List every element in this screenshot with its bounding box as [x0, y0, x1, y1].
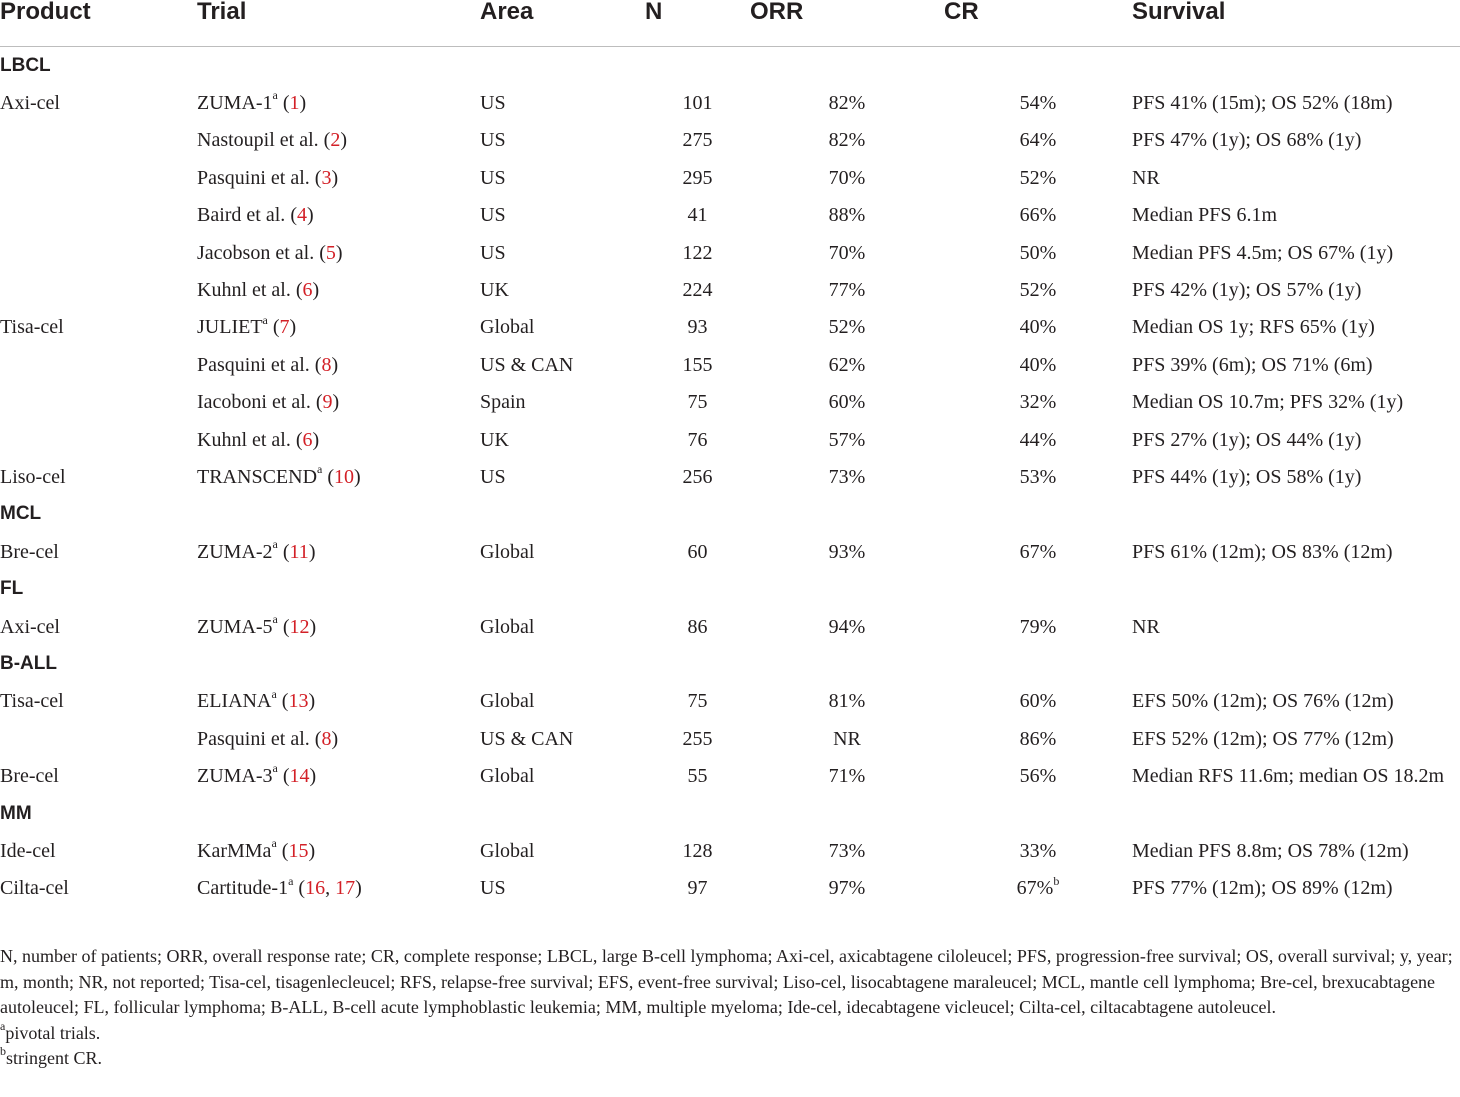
cell-product [0, 159, 197, 196]
trial-name: Pasquini et al. [197, 353, 310, 376]
table-row [0, 234, 1460, 271]
cell-cr [944, 608, 1132, 645]
cell-survival: EFS 50% (12m); OS 76% (12m) [1132, 690, 1394, 713]
trial-name: Pasquini et al. [197, 166, 310, 189]
reference-link[interactable]: 11 [289, 540, 309, 563]
cell-trial: Baird et al. (4) [197, 204, 314, 227]
table-row [0, 683, 1460, 720]
cell-orr: 82% [828, 92, 866, 115]
header-area: Area [480, 0, 534, 25]
cell-survival: PFS 47% (1y); OS 68% (1y) [1132, 129, 1362, 152]
cell-orr: 73% [828, 465, 866, 488]
cell-survival: PFS 77% (12m); OS 89% (12m) [1132, 877, 1393, 900]
cell-trial: ZUMA-2$^a$ (11) [197, 537, 316, 563]
trial-name: ELIANA [197, 690, 272, 713]
trial-footnote-mark: a [262, 312, 268, 327]
cr-value: 54% [1019, 92, 1057, 115]
cell-trial: Cartitude-1$^a$ (16, 17) [197, 873, 362, 900]
cr-value: 52% [1019, 166, 1057, 189]
trial-footnote-mark: a [272, 537, 278, 552]
table-row [0, 309, 1460, 346]
reference-link[interactable]: 8 [321, 353, 332, 376]
table-row [0, 832, 1460, 869]
header-n: N [645, 0, 663, 25]
cell-trial: Pasquini et al. (8) [197, 353, 339, 376]
reference-link[interactable]: 6 [302, 279, 313, 302]
trial-name: ZUMA-2 [197, 540, 273, 563]
group-label: B-ALL [0, 652, 57, 674]
cell-product: Bre-cel [0, 540, 59, 563]
group-row [0, 645, 1460, 682]
cell-product: Tisa-cel [0, 690, 64, 713]
cell-area: US [480, 166, 506, 189]
trial-footnote-mark: a [271, 686, 277, 701]
reference-link[interactable]: 6 [302, 428, 313, 451]
table-row [0, 757, 1460, 794]
footnote-b-mark: b [0, 1044, 6, 1058]
group-row [0, 795, 1460, 832]
cell-area: Global [480, 540, 535, 563]
table-row [0, 608, 1460, 645]
cell-cr [944, 757, 1132, 794]
abbreviations-note: N, number of patients; ORR, overall response rate; CR, complete response; LBCL, large B-cell lymphoma; Axi-cel, axicabtagene ciloleucel; PFS, progression-free survival; OS, overall survival; y, year; m, month; NR, not reported; Tisa-cel, tisagenlecleucel; RFS, relapse-free survival; EFS, event-free survival; Liso-cel, lisocabtagene maraleucel; MCL, mantle cell lymphoma; Bre-cel, brexucabtagene autoleucel; FL, follicular lymphoma; B-ALL, B-cell acute lymphoblastic leukemia; MM, multiple myeloma; Ide-cel, idecabtagene vicleucel; Cilta-cel, ciltacabtagene autoleucel. [0, 946, 1453, 1017]
header-cr: CR [944, 0, 979, 25]
cell-survival: PFS 44% (1y); OS 58% (1y) [1132, 465, 1362, 488]
cell-cr [944, 384, 1132, 421]
cell-cr [944, 421, 1132, 458]
reference-link[interactable]: 12 [289, 615, 310, 638]
trial-name: Cartitude-1 [197, 877, 289, 900]
cell-cr [944, 832, 1132, 869]
header-orr: ORR [750, 0, 804, 25]
cell-cr [944, 197, 1132, 234]
cell-area: Global [480, 615, 535, 638]
table-row [0, 458, 1460, 495]
reference-link[interactable]: 3 [321, 166, 332, 189]
cell-n: 86 [687, 615, 708, 638]
cell-trial: Nastoupil et al. (2) [197, 129, 347, 152]
cr-value: 60% [1019, 690, 1057, 713]
cell-product: Bre-cel [0, 765, 59, 788]
cell-trial: Iacoboni et al. (9) [197, 391, 340, 414]
cell-product [0, 346, 197, 383]
group-label: LBCL [0, 54, 51, 76]
cell-orr: 52% [828, 316, 866, 339]
trial-name: TRANSCEND [197, 465, 318, 488]
cell-product: Liso-cel [0, 465, 66, 488]
reference-link[interactable]: 5 [325, 241, 336, 264]
cell-orr: 73% [828, 839, 866, 862]
cell-survival: PFS 27% (1y); OS 44% (1y) [1132, 428, 1362, 451]
cell-area: US [480, 204, 506, 227]
cell-product: Axi-cel [0, 92, 60, 115]
cell-orr: 77% [828, 279, 866, 302]
cell-area: US & CAN [480, 353, 574, 376]
reference-link[interactable]: 7 [279, 316, 290, 339]
trial-name: Nastoupil et al. [197, 129, 319, 152]
cell-survival: Median PFS 8.8m; OS 78% (12m) [1132, 839, 1409, 862]
cell-orr: 93% [828, 540, 866, 563]
cr-value: 44% [1019, 428, 1057, 451]
footnote-b [0, 1046, 1460, 1072]
trial-name: ZUMA-1 [197, 92, 273, 115]
cell-survival: PFS 41% (15m); OS 52% (18m) [1132, 92, 1393, 115]
reference-link[interactable]: 14 [289, 765, 310, 788]
cell-cr [944, 346, 1132, 383]
cr-value: 64% [1019, 129, 1057, 152]
cell-survival: Median RFS 11.6m; median OS 18.2m [1132, 765, 1445, 788]
cell-area: US & CAN [480, 727, 574, 750]
cell-n: 55 [687, 765, 708, 788]
cell-n: 295 [682, 166, 713, 189]
cell-product: Cilta-cel [0, 877, 69, 900]
cell-cr [944, 271, 1132, 308]
trial-footnote-mark: a [317, 462, 323, 477]
cell-n: 97 [687, 877, 708, 900]
cell-n: 256 [682, 465, 713, 488]
cell-trial: ZUMA-3$^a$ (14) [197, 761, 317, 788]
cell-survival: PFS 39% (6m); OS 71% (6m) [1132, 353, 1373, 376]
cell-area: Global [480, 316, 535, 339]
cell-n: 76 [687, 428, 708, 451]
header-row [0, 0, 1460, 47]
cell-area: US [480, 877, 506, 900]
cell-n: 275 [682, 129, 713, 152]
cell-survival: NR [1132, 615, 1160, 638]
cell-area: Spain [480, 391, 526, 414]
table-row [0, 197, 1460, 234]
trial-name: Jacobson et al. [197, 241, 315, 264]
cell-n: 75 [687, 391, 708, 414]
cell-area: US [480, 92, 506, 115]
cell-product [0, 384, 197, 421]
cr-value: 40% [1019, 353, 1057, 376]
reference-link[interactable]: 16 [305, 877, 326, 900]
footnote-b-text: stringent CR. [6, 1048, 103, 1068]
reference-link[interactable]: 9 [322, 391, 333, 414]
table-row [0, 159, 1460, 196]
trial-name: JULIET [197, 316, 263, 339]
cr-value: 67% [1019, 540, 1057, 563]
cell-product [0, 122, 197, 159]
cell-orr: 82% [828, 129, 866, 152]
cell-survival: PFS 61% (12m); OS 83% (12m) [1132, 540, 1393, 563]
table-row [0, 720, 1460, 757]
cell-cr [944, 309, 1132, 346]
cell-survival: Median PFS 4.5m; OS 67% (1y) [1132, 241, 1394, 264]
cell-trial: Pasquini et al. (8) [197, 727, 339, 750]
footnote-a [0, 1018, 1460, 1047]
cell-cr [944, 122, 1132, 159]
trial-footnote-mark: a [288, 873, 294, 888]
trial-name: KarMMa [197, 839, 272, 862]
cell-trial: Kuhnl et al. (6) [197, 279, 320, 302]
table-row [0, 870, 1460, 907]
cell-trial: Kuhnl et al. (6) [197, 428, 320, 451]
cell-area: UK [480, 279, 509, 302]
cell-survival: EFS 52% (12m); OS 77% (12m) [1132, 727, 1394, 750]
footnote-a-mark: a [0, 1018, 6, 1033]
cell-trial: JULIET$^a$ (7) [197, 312, 297, 339]
cr-value: 79% [1019, 615, 1057, 638]
trial-name: Kuhnl et al. [197, 428, 291, 451]
cell-trial: Pasquini et al. (3) [197, 166, 339, 189]
cell-area: US [480, 465, 506, 488]
cell-area: Global [480, 690, 535, 713]
cell-orr: 70% [828, 241, 866, 264]
trial-name: Kuhnl et al. [197, 279, 291, 302]
cell-area: Global [480, 839, 535, 862]
trial-footnote-mark: a [272, 88, 278, 103]
cell-orr: 97% [828, 877, 866, 900]
trial-footnote-mark: a [271, 836, 277, 851]
cell-product [0, 197, 197, 234]
cell-orr: 94% [828, 615, 866, 638]
cr-value: 86% [1019, 727, 1057, 750]
cell-n: 93 [687, 316, 708, 339]
header-product: Product [0, 0, 91, 25]
cell-cr [944, 84, 1132, 121]
cell-cr [944, 234, 1132, 271]
cell-trial: ZUMA-1$^a$ (1) [197, 88, 307, 115]
cell-product: Axi-cel [0, 615, 60, 638]
cell-trial: ELIANA$^a$ (13) [197, 686, 316, 713]
cell-cr [944, 159, 1132, 196]
header-trial: Trial [197, 0, 247, 25]
cr-value: 67% [1016, 877, 1054, 900]
cell-product [0, 720, 197, 757]
cr-value: 66% [1019, 204, 1057, 227]
cell-n: 60 [687, 540, 708, 563]
table-row [0, 346, 1460, 383]
cell-survival: NR [1132, 166, 1160, 189]
cell-survival: Median OS 10.7m; PFS 32% (1y) [1132, 391, 1404, 414]
cell-trial: KarMMa$^a$ (15) [197, 836, 316, 862]
cell-orr: 70% [828, 166, 866, 189]
group-row [0, 570, 1460, 607]
cell-survival: Median OS 1y; RFS 65% (1y) [1132, 316, 1375, 339]
cell-trial: TRANSCEND$^a$ (10) [197, 462, 361, 488]
cell-n: 75 [687, 690, 708, 713]
table-row [0, 271, 1460, 308]
cell-cr [944, 870, 1132, 907]
trial-footnote-mark: a [272, 611, 278, 626]
group-label: MM [0, 802, 32, 824]
group-label: MCL [0, 503, 42, 525]
trial-name: Baird et al. [197, 204, 286, 227]
cell-orr: 71% [828, 765, 866, 788]
cell-survival: PFS 42% (1y); OS 57% (1y) [1132, 279, 1362, 302]
cell-n: 224 [682, 279, 713, 302]
cell-cr [944, 720, 1132, 757]
reference-link[interactable]: 4 [296, 204, 307, 227]
cell-n: 155 [682, 353, 713, 376]
cell-trial: ZUMA-5$^a$ (12) [197, 611, 317, 638]
group-row [0, 47, 1460, 85]
cell-product [0, 271, 197, 308]
trial-name: ZUMA-3 [197, 765, 273, 788]
reference-link[interactable]: 8 [321, 727, 332, 750]
footnote-a-text: pivotal trials. [5, 1022, 101, 1043]
cell-area: US [480, 129, 506, 152]
cell-n: 122 [682, 241, 713, 264]
reference-link[interactable]: 1 [289, 92, 300, 115]
trial-name: Iacoboni et al. [197, 391, 311, 414]
cell-cr [944, 683, 1132, 720]
cell-n: 128 [682, 839, 713, 862]
cell-n: 101 [682, 92, 713, 115]
group-label: FL [0, 578, 24, 600]
reference-link[interactable]: 10 [334, 465, 355, 488]
table-row [0, 421, 1460, 458]
group-row [0, 496, 1460, 533]
trial-name: ZUMA-5 [197, 615, 273, 638]
table-row [0, 384, 1460, 421]
table-row [0, 533, 1460, 570]
reference-link[interactable]: 15 [288, 839, 309, 862]
trial-footnote-mark: a [272, 761, 278, 776]
cr-value: 40% [1019, 316, 1057, 339]
cell-product: Tisa-cel [0, 316, 64, 339]
table-row [0, 84, 1460, 121]
cr-value: 52% [1019, 279, 1057, 302]
table-row [0, 122, 1460, 159]
cr-value: 32% [1019, 391, 1057, 414]
cell-product [0, 234, 197, 271]
cell-orr: 62% [828, 353, 866, 376]
cr-value: 53% [1019, 465, 1057, 488]
cell-survival: Median PFS 6.1m [1132, 204, 1278, 227]
trial-name: Pasquini et al. [197, 727, 310, 750]
cell-n: 255 [682, 727, 713, 750]
cr-value: 56% [1019, 765, 1057, 788]
cell-product: Ide-cel [0, 839, 56, 862]
cell-area: Global [480, 765, 535, 788]
reference-link[interactable]: 17 [335, 877, 356, 900]
cell-orr: 60% [828, 391, 866, 414]
header-survival: Survival [1132, 0, 1226, 25]
reference-link[interactable]: 2 [330, 129, 341, 152]
cell-area: US [480, 241, 506, 264]
cr-value: 33% [1019, 839, 1057, 862]
cell-trial: Jacobson et al. (5) [197, 241, 343, 264]
cell-orr: 88% [828, 204, 866, 227]
cell-cr [944, 458, 1132, 495]
cell-n: 41 [687, 204, 708, 227]
cr-value: 50% [1019, 241, 1057, 264]
table-footnotes [0, 944, 1460, 1072]
cr-footnote-mark: b [1053, 873, 1060, 888]
reference-link[interactable]: 13 [288, 690, 309, 713]
cell-orr: 57% [828, 428, 866, 451]
cell-area: UK [480, 428, 509, 451]
cell-orr: NR [833, 727, 861, 750]
cell-cr [944, 533, 1132, 570]
cell-orr: 81% [828, 690, 866, 713]
cell-product [0, 421, 197, 458]
